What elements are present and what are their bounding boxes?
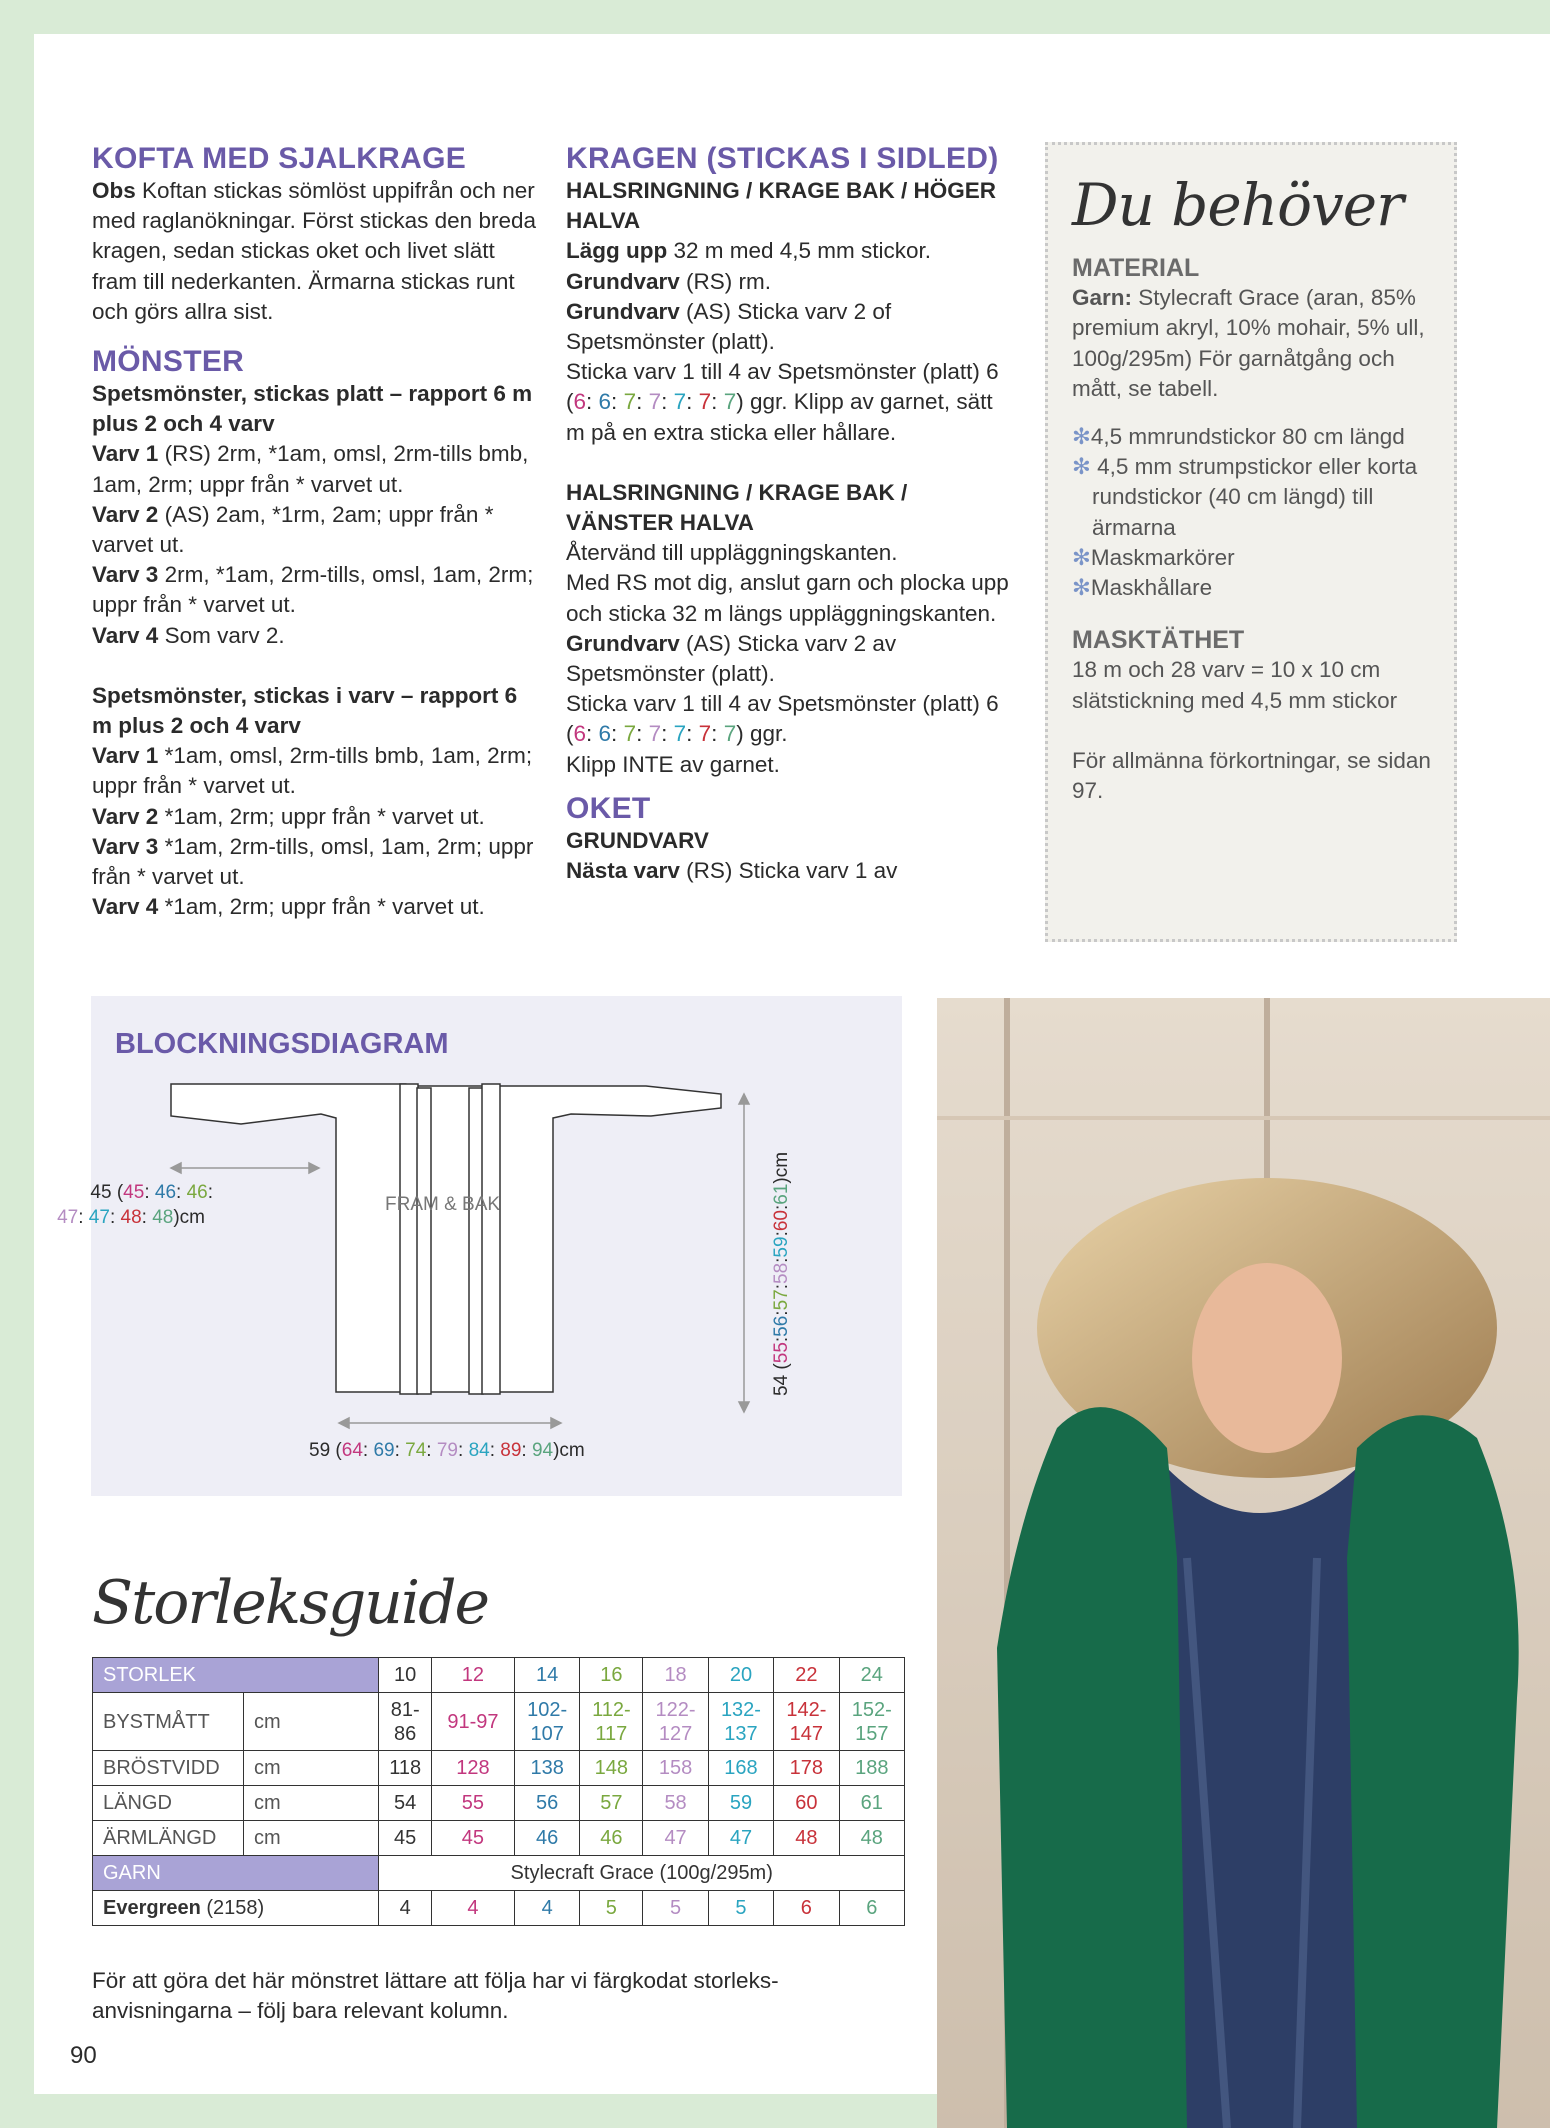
body-label: FRAM & BAK bbox=[385, 1194, 501, 1215]
model-photo bbox=[937, 998, 1550, 2128]
round-row: Varv 1 *1am, omsl, 2rm-tills bmb, 1am, 2rm; uppr från * varvet ut. bbox=[92, 743, 533, 799]
table-row: BRÖSTVIDD cm 118 128 138 148 158 168 178 188 bbox=[93, 1751, 905, 1786]
flat-pattern-title: Spetsmönster, stickas platt – rapport 6 m plus 2 och 4 varv bbox=[92, 381, 533, 437]
footnote: För att göra det här mönstret lättare att följa har vi färgkodat storleks-anvisningarna – följ bara relevant kolumn. bbox=[92, 1968, 779, 2023]
intro: Obs Koftan stickas sömlöst uppifrån och ner med raglanökningar. Först stickas den breda kragen, sedan stickas oket och livet slätt fram till nederkanten. Ärmarna stickas runt och görs allra sist. bbox=[92, 178, 536, 324]
material-heading: MATERIAL bbox=[1072, 254, 1200, 282]
flat-row: Varv 3 2rm, *1am, 2rm-tills, omsl, 1am, 2rm; uppr från * varvet ut. bbox=[92, 562, 534, 618]
size-table bbox=[92, 1657, 905, 1926]
flat-row: Varv 4 Som varv 2. bbox=[92, 622, 285, 648]
asterisk-icon: ✻ bbox=[1072, 544, 1091, 570]
asterisk-icon: ✻ bbox=[1072, 424, 1091, 450]
section-right-half: HALSRINGNING / KRAGE BAK / HÖGER HALVA bbox=[566, 178, 997, 234]
title-monster: MÖNSTER bbox=[92, 345, 245, 379]
title-kofta: KOFTA MED SJALKRAGE bbox=[92, 142, 467, 175]
flat-rows bbox=[92, 439, 537, 650]
yarn-text: Garn: Stylecraft Grace (aran, 85% premium akryl, 10% mohair, 5% ull, 100g/295m) För garnåtgång och mått, se tabell. bbox=[1072, 285, 1425, 401]
table-row: ÄRMLÄNGD cm 45 45 46 46 47 47 48 48 bbox=[93, 1821, 905, 1856]
asterisk-icon: ✻ bbox=[1072, 575, 1091, 601]
diagram-title: BLOCKNINGSDIAGRAM bbox=[115, 1028, 449, 1060]
length-measure: 54 (55:56:57:58:59:60:61)cm bbox=[771, 1151, 792, 1396]
list-item: ✻Maskmarkörer bbox=[1072, 544, 1235, 570]
asterisk-icon: ✻ bbox=[1072, 454, 1091, 480]
blocking-diagram bbox=[57, 996, 902, 1496]
title-kragen: KRAGEN (STICKAS I SIDLED) bbox=[566, 142, 999, 175]
repeat-line: Sticka varv 1 till 4 av Spetsmönster (platt) 6 (6: 6: 7: 7: 7: 7: 7) ggr. bbox=[566, 691, 999, 747]
table-row: BYSTMÅTT cm 81- 86 91-97 102- 107 112- 117 122- 127 132- 137 142- 147 152- 157 bbox=[93, 1693, 905, 1751]
list-item: ✻4,5 mmrundstickor 80 cm längd bbox=[1072, 424, 1405, 450]
title-oket: OKET bbox=[566, 791, 651, 825]
flat-row: Varv 1 (RS) 2rm, *1am, omsl, 2rm-tills bmb, 1am, 2rm; uppr från * varvet ut. bbox=[92, 441, 529, 497]
list-item: ✻ 4,5 mm strumpstickor eller korta rundstickor (40 cm längd) till ärmarna bbox=[1072, 454, 1418, 540]
table-row: Evergreen (2158) 4 4 4 5 5 5 6 6 bbox=[93, 1891, 905, 1926]
page-number: 90 bbox=[70, 2042, 97, 2069]
gauge-heading: MASKTÄTHET bbox=[1072, 626, 1245, 655]
repeat-line: Sticka varv 1 till 4 av Spetsmönster (platt) 6 (6: 6: 7: 7: 7: 7: 7) ggr. Klipp av garnet, sätt m på en extra sticka eller hållare. bbox=[566, 359, 999, 445]
round-rows bbox=[92, 741, 537, 922]
flat-row: Varv 2 (AS) 2am, *1rm, 2am; uppr från * varvet ut. bbox=[92, 501, 494, 558]
section-left-half: HALSRINGNING / KRAGE BAK / VÄNSTER HALVA bbox=[566, 479, 908, 536]
sleeve-measure: 45 (45: 46: 46: 47: 47: 48: 48)cm bbox=[57, 1182, 213, 1228]
column-pattern-intro bbox=[92, 142, 537, 922]
list-item: ✻Maskhållare bbox=[1072, 575, 1213, 601]
abbreviations-note: För allmänna förkortningar, se sidan 97. bbox=[1072, 747, 1431, 804]
gauge-text: 18 m och 28 varv = 10 x 10 cm slätstickning med 4,5 mm stickor bbox=[1072, 657, 1398, 713]
column-collar: KRAGEN (STICKAS I SIDLED) HALSRINGNING / KRAGE BAK / HÖGER HALVA Lägg upp 32 m med 4,5 mm stickor. Grundvarv (RS) rm. Grundvarv (AS) Sticka varv 2 of Spetsmönster (platt). Sticka varv 1 till 4 av Spetsmönster (platt) 6 (6: 6: 7: 7: 7: 7: 7) ggr. Klipp av garnet, sätt m på en extra sticka eller hållare. HALSRINGNING / KRAGE BAK / VÄNSTER HALVA Återvänd till uppläggningskanten. Med RS mot dig, anslut garn och plocka upp och sticka 32 m längs uppläggningskanten. Grundvarv (AS) Sticka varv 2 av Spetsmönster (platt). Sticka varv 1 till 4 av Spetsmönster (platt) 6 (6: 6: 7: 7: 7: 7: 7) ggr. Klipp INTE av garnet. OKET GRUNDVARV Nästa varv (RS) Sticka varv 1 av bbox=[566, 142, 1016, 886]
table-row: GARN Stylecraft Grace (100g/295m) bbox=[93, 1856, 905, 1891]
table-row: STORLEK 10 12 14 16 18 20 22 24 bbox=[93, 1658, 905, 1693]
materials-box bbox=[1045, 142, 1457, 942]
table-row: LÄNGD cm 54 55 56 57 58 59 60 61 bbox=[93, 1786, 905, 1821]
round-row: Varv 4 *1am, 2rm; uppr från * varvet ut. bbox=[92, 894, 485, 920]
box-title: Du behöver bbox=[1072, 171, 1403, 239]
width-measure: 59 (64: 69: 74: 79: 84: 89: 94)cm bbox=[309, 1440, 585, 1461]
round-row: Varv 3 *1am, 2rm-tills, omsl, 1am, 2rm; uppr från * varvet ut. bbox=[92, 833, 534, 890]
round-pattern-title: Spetsmönster, stickas i varv – rapport 6 m plus 2 och 4 varv bbox=[92, 682, 518, 739]
size-guide-title: Storleksguide bbox=[92, 1568, 489, 1638]
round-row: Varv 2 *1am, 2rm; uppr från * varvet ut. bbox=[92, 803, 485, 829]
